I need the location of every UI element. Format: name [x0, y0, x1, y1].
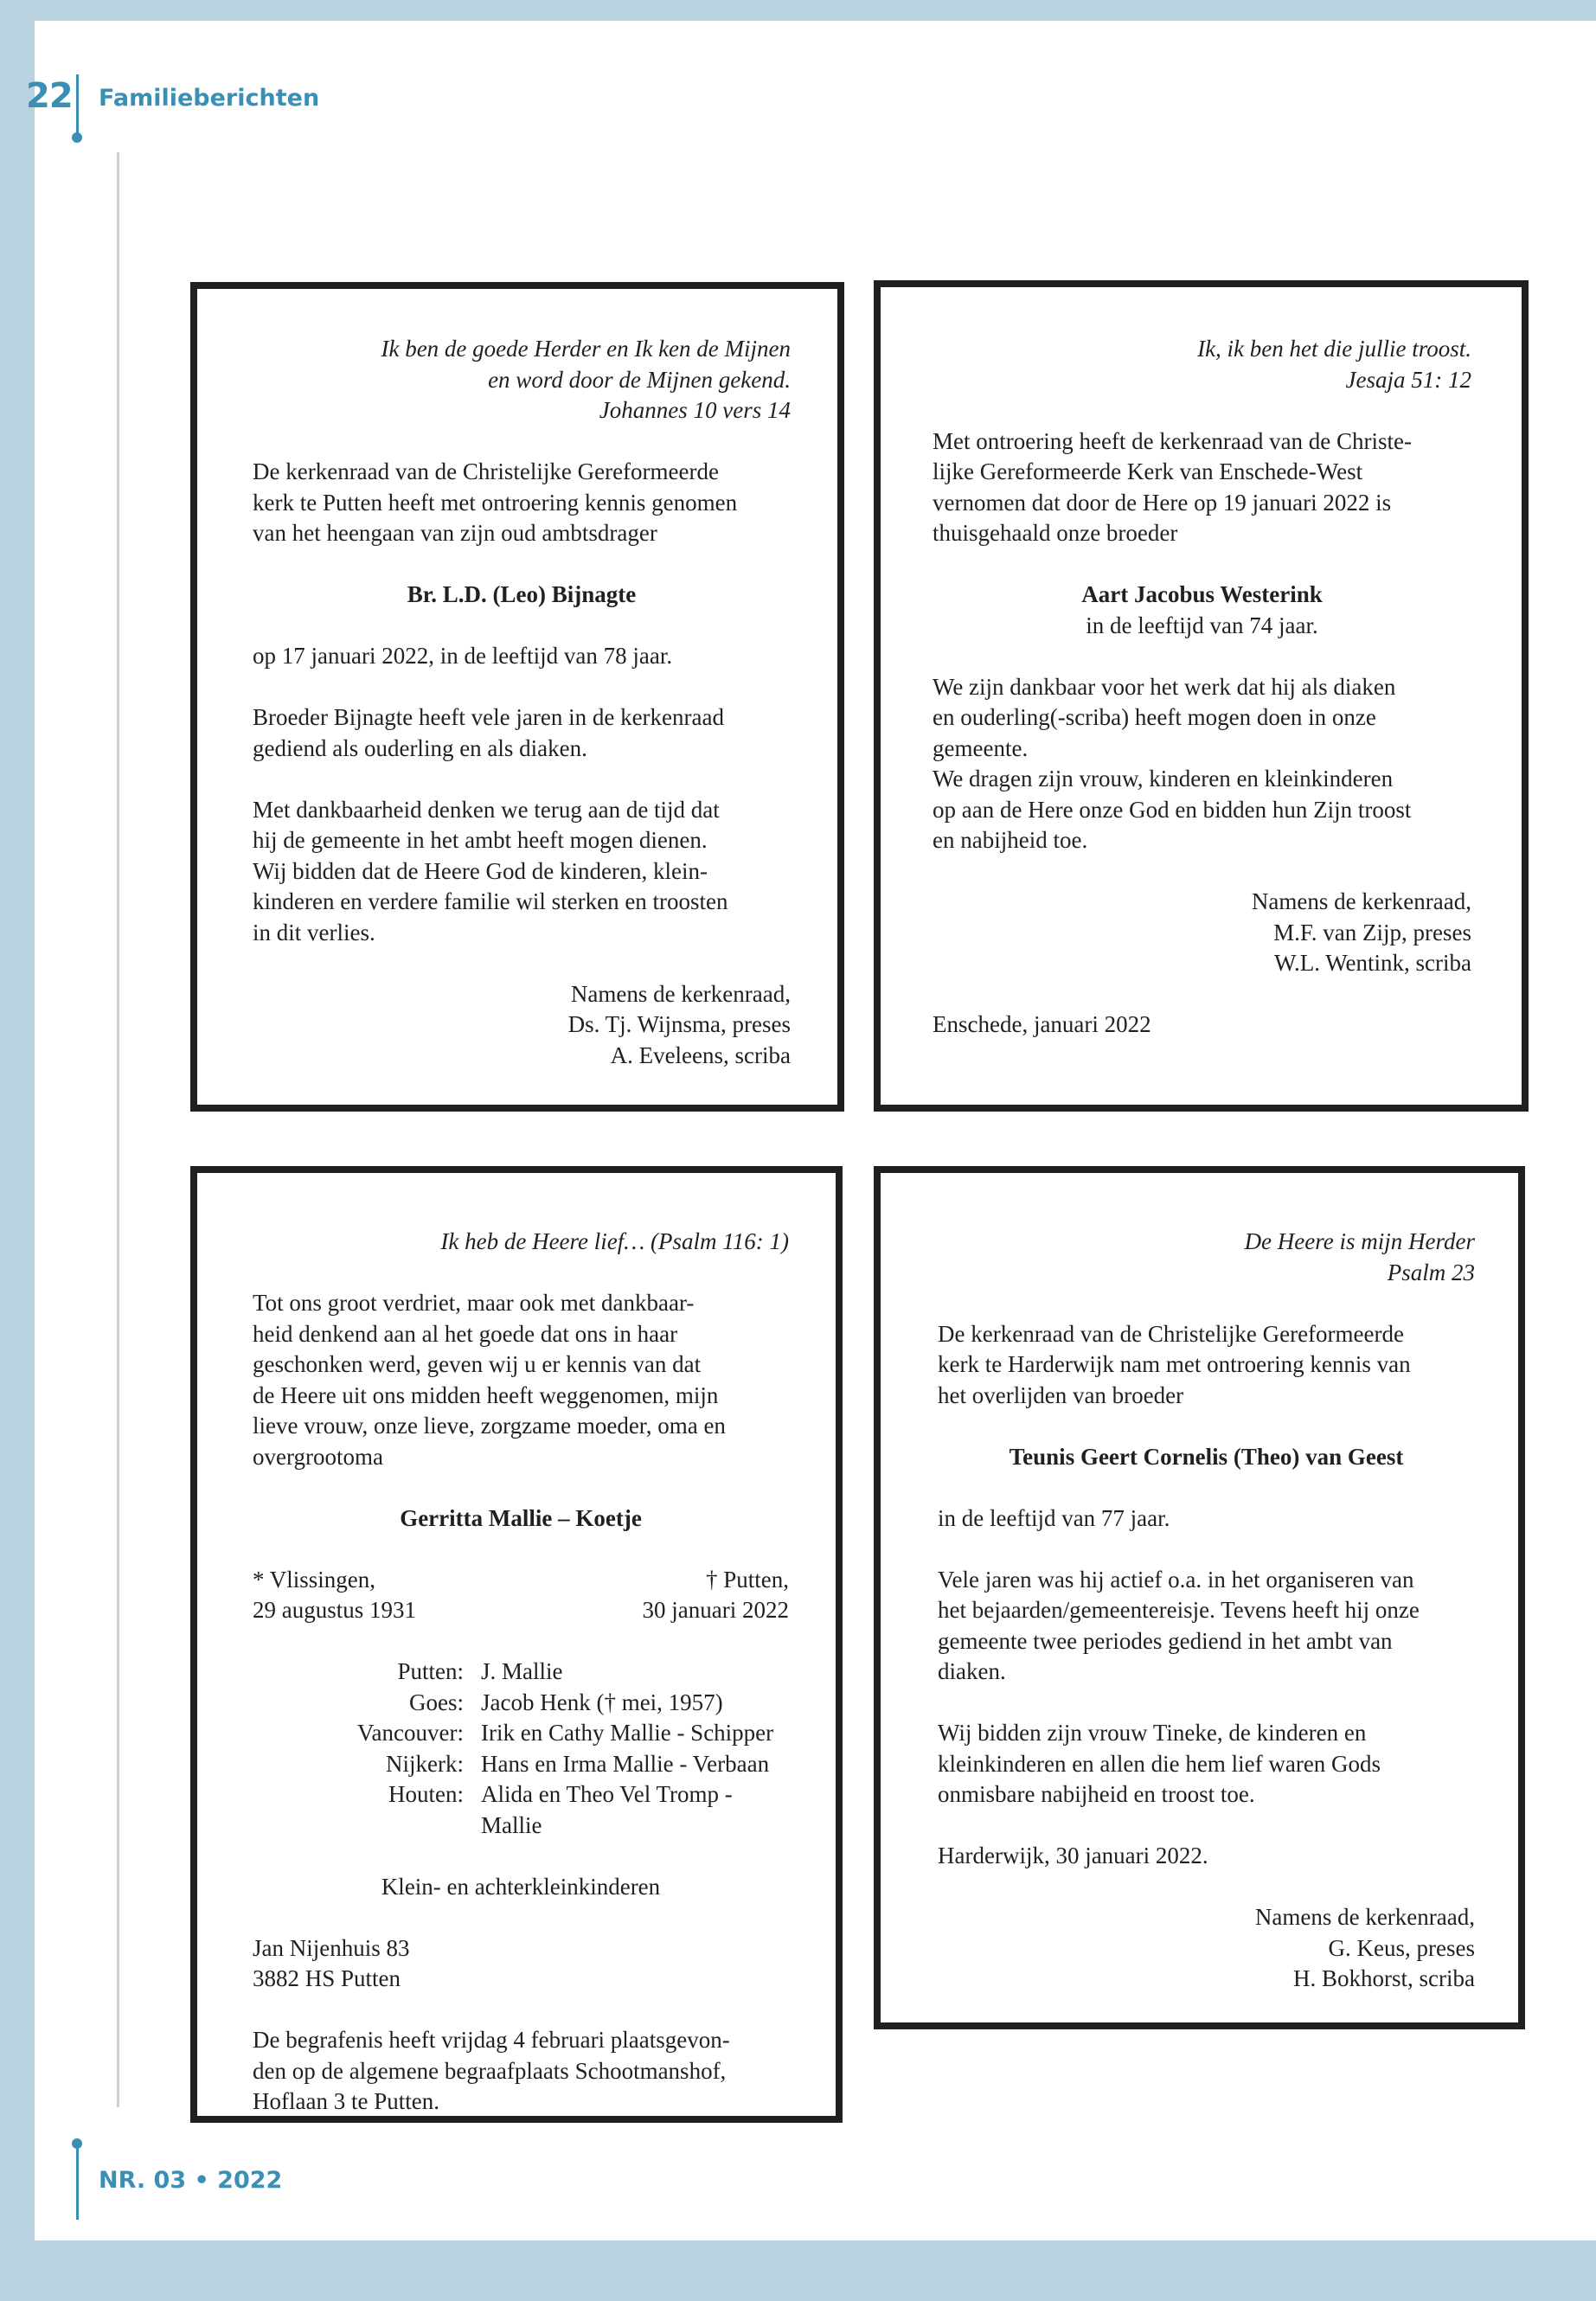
grandchildren-line: Klein- en achterkleinkinderen: [381, 1873, 661, 1900]
age-line: in de leeftijd van 77 jaar.: [938, 1504, 1170, 1531]
intro-line: heid denkend aan al het goede dat ons in haar: [253, 1320, 678, 1347]
death-place: † Putten,: [705, 1566, 789, 1593]
verse-line: Ik ben de goede Herder en Ik ken de Mijnen: [381, 336, 791, 362]
deceased-name: Gerritta Mallie – Koetje: [400, 1504, 642, 1531]
header-divider: [76, 74, 79, 137]
family-list: [298, 1657, 789, 1841]
notice-van-geest: [874, 1166, 1525, 2029]
signature-line: H. Bokhorst, scriba: [1293, 1965, 1475, 1991]
funeral-line: Hoflaan 3 te Putten.: [253, 2088, 439, 2114]
verse-reference: Psalm 23: [1387, 1259, 1475, 1285]
intro-line: De kerkenraad van de Christelijke Gereformeerde: [253, 458, 719, 484]
family-place: Vancouver:: [357, 1720, 464, 1746]
intro-line: lijke Gereformeerde Kerk van Enschede-West: [933, 458, 1363, 484]
body-line: op aan de Here onze God en bidden hun Zijn troost: [933, 796, 1412, 823]
body-line: gemeente.: [933, 734, 1029, 761]
deceased-name: Br. L.D. (Leo) Bijnagte: [407, 581, 637, 607]
intro-line: van het heengaan van zijn oud ambtsdrager: [253, 520, 657, 546]
intro-line: vernomen dat door de Here op 19 januari 2022 is: [933, 489, 1392, 516]
notice-westerink: [874, 280, 1529, 1112]
intro-line: de Heere uit ons midden heeft weggenomen, mijn: [253, 1381, 719, 1408]
intro-line: Tot ons groot verdriet, maar ook met dankbaar-: [253, 1290, 695, 1316]
date-line: op 17 januari 2022, in de leeftijd van 78 jaar.: [253, 643, 673, 669]
intro-line: De kerkenraad van de Christelijke Gereformeerde: [938, 1320, 1404, 1347]
age-line: in de leeftijd van 74 jaar.: [1086, 612, 1318, 638]
intro-line: Met ontroering heeft de kerkenraad van de Christe-: [933, 427, 1413, 454]
signature-line: Namens de kerkenraad,: [1254, 1904, 1475, 1930]
intro-line: overgrootoma: [253, 1443, 383, 1470]
family-names: Hans en Irma Mallie - Verbaan: [481, 1750, 770, 1777]
birth-date: 29 augustus 1931: [253, 1597, 416, 1623]
family-place: Putten:: [397, 1658, 464, 1684]
body-line: Met dankbaarheid denken we terug aan de tijd dat: [253, 796, 720, 823]
place-date: Harderwijk, 30 januari 2022.: [938, 1843, 1208, 1868]
body-line: hij de gemeente in het ambt heeft mogen dienen.: [253, 827, 708, 853]
signature-line: M.F. van Zijp, preses: [1273, 919, 1471, 945]
family-place: Nijkerk:: [386, 1750, 464, 1777]
signature-line: W.L. Wentink, scriba: [1273, 950, 1471, 976]
address-line: Jan Nijenhuis 83: [253, 1934, 410, 1961]
body-line: We zijn dankbaar voor het werk dat hij als diaken: [933, 673, 1396, 700]
verse-line: De Heere is mijn Herder: [1244, 1228, 1475, 1254]
deceased-name: Aart Jacobus Westerink: [1081, 581, 1323, 607]
signature-line: A. Eveleens, scriba: [610, 1042, 791, 1068]
body-line: onmisbare nabijheid en troost toe.: [938, 1781, 1255, 1807]
family-names: J. Mallie: [481, 1658, 563, 1684]
body-line: en ouderling(-scriba) heeft mogen doen in onze: [933, 704, 1376, 730]
body-line: Vele jaren was hij actief o.a. in het organiseren van: [938, 1566, 1414, 1593]
body-line: We dragen zijn vrouw, kinderen en kleinkinderen: [933, 766, 1394, 792]
verse-line: en word door de Mijnen gekend.: [488, 366, 791, 393]
body-line: in dit verlies.: [253, 919, 375, 945]
place-date: Enschede, januari 2022: [933, 1011, 1151, 1037]
family-place: Goes:: [409, 1689, 464, 1715]
funeral-line: De begrafenis heeft vrijdag 4 februari plaatsgevon-: [253, 2027, 730, 2053]
signature-line: Namens de kerkenraad,: [570, 980, 791, 1007]
family-names: Alida en Theo Vel Tromp - Mallie: [481, 1781, 733, 1838]
body-line: gemeente twee periodes gediend in het ambt van: [938, 1627, 1393, 1654]
verse-line: Ik heb de Heere lief… (Psalm 116: 1): [440, 1228, 789, 1254]
intro-line: geschonken werd, geven wij u er kennis van dat: [253, 1351, 702, 1377]
death-date: 30 januari 2022: [642, 1597, 789, 1623]
body-line: diaken.: [938, 1658, 1006, 1684]
intro-line: kerk te Harderwijk nam met ontroering kennis van: [938, 1351, 1411, 1377]
margin-rule: [117, 152, 119, 2107]
intro-line: kerk te Putten heeft met ontroering kennis genomen: [253, 489, 738, 516]
issue-label: NR. 03 • 2022: [99, 2167, 283, 2194]
family-names: Jacob Henk († mei, 1957): [481, 1689, 723, 1715]
body-line: Wij bidden dat de Heere God de kinderen, klein-: [253, 857, 708, 884]
notice-bijnagte: [190, 282, 844, 1112]
body-line: het bejaarden/gemeentereisje. Tevens heeft hij onze: [938, 1597, 1420, 1623]
footer-dot: [72, 2138, 82, 2149]
notice-mallie-koetje: [190, 1166, 843, 2123]
intro-line: thuisgehaald onze broeder: [933, 520, 1178, 546]
body-line: Broeder Bijnagte heeft vele jaren in de kerkenraad: [253, 704, 724, 730]
body-line: kleinkinderen en allen die hem lief waren Gods: [938, 1750, 1381, 1777]
signature-line: Namens de kerkenraad,: [1251, 888, 1471, 914]
section-title: Familieberichten: [99, 85, 320, 112]
page-number: 22: [26, 76, 73, 116]
signature-line: G. Keus, preses: [1328, 1934, 1475, 1961]
signature-line: Ds. Tj. Wijnsma, preses: [567, 1011, 791, 1037]
family-names: Irik en Cathy Mallie - Schipper: [481, 1720, 774, 1746]
body-line: gediend als ouderling en als diaken.: [253, 734, 587, 761]
funeral-line: den op de algemene begraafplaats Schootmanshof,: [253, 2057, 727, 2084]
birth-place: * Vlissingen,: [253, 1566, 376, 1593]
intro-line: lieve vrouw, onze lieve, zorgzame moeder, oma en: [253, 1413, 726, 1439]
verse-reference: Jesaja 51: 12: [1345, 366, 1471, 393]
verse-line: Ik, ik ben het die jullie troost.: [1197, 336, 1471, 362]
intro-line: het overlijden van broeder: [938, 1381, 1184, 1408]
address-line: 3882 HS Putten: [253, 1965, 401, 1991]
family-place: Houten:: [388, 1781, 464, 1807]
birth-death-dates: [253, 1595, 789, 1626]
deceased-name: Teunis Geert Cornelis (Theo) van Geest: [1009, 1443, 1404, 1470]
body-line: Wij bidden zijn vrouw Tineke, de kinderen en: [938, 1720, 1367, 1746]
footer-divider: [76, 2144, 79, 2220]
verse-reference: Johannes 10 vers 14: [599, 397, 791, 423]
birth-death-places: [253, 1565, 789, 1596]
header-dot: [72, 132, 82, 143]
body-line: kinderen en verdere familie wil sterken en troosten: [253, 888, 728, 914]
body-line: en nabijheid toe.: [933, 827, 1088, 853]
